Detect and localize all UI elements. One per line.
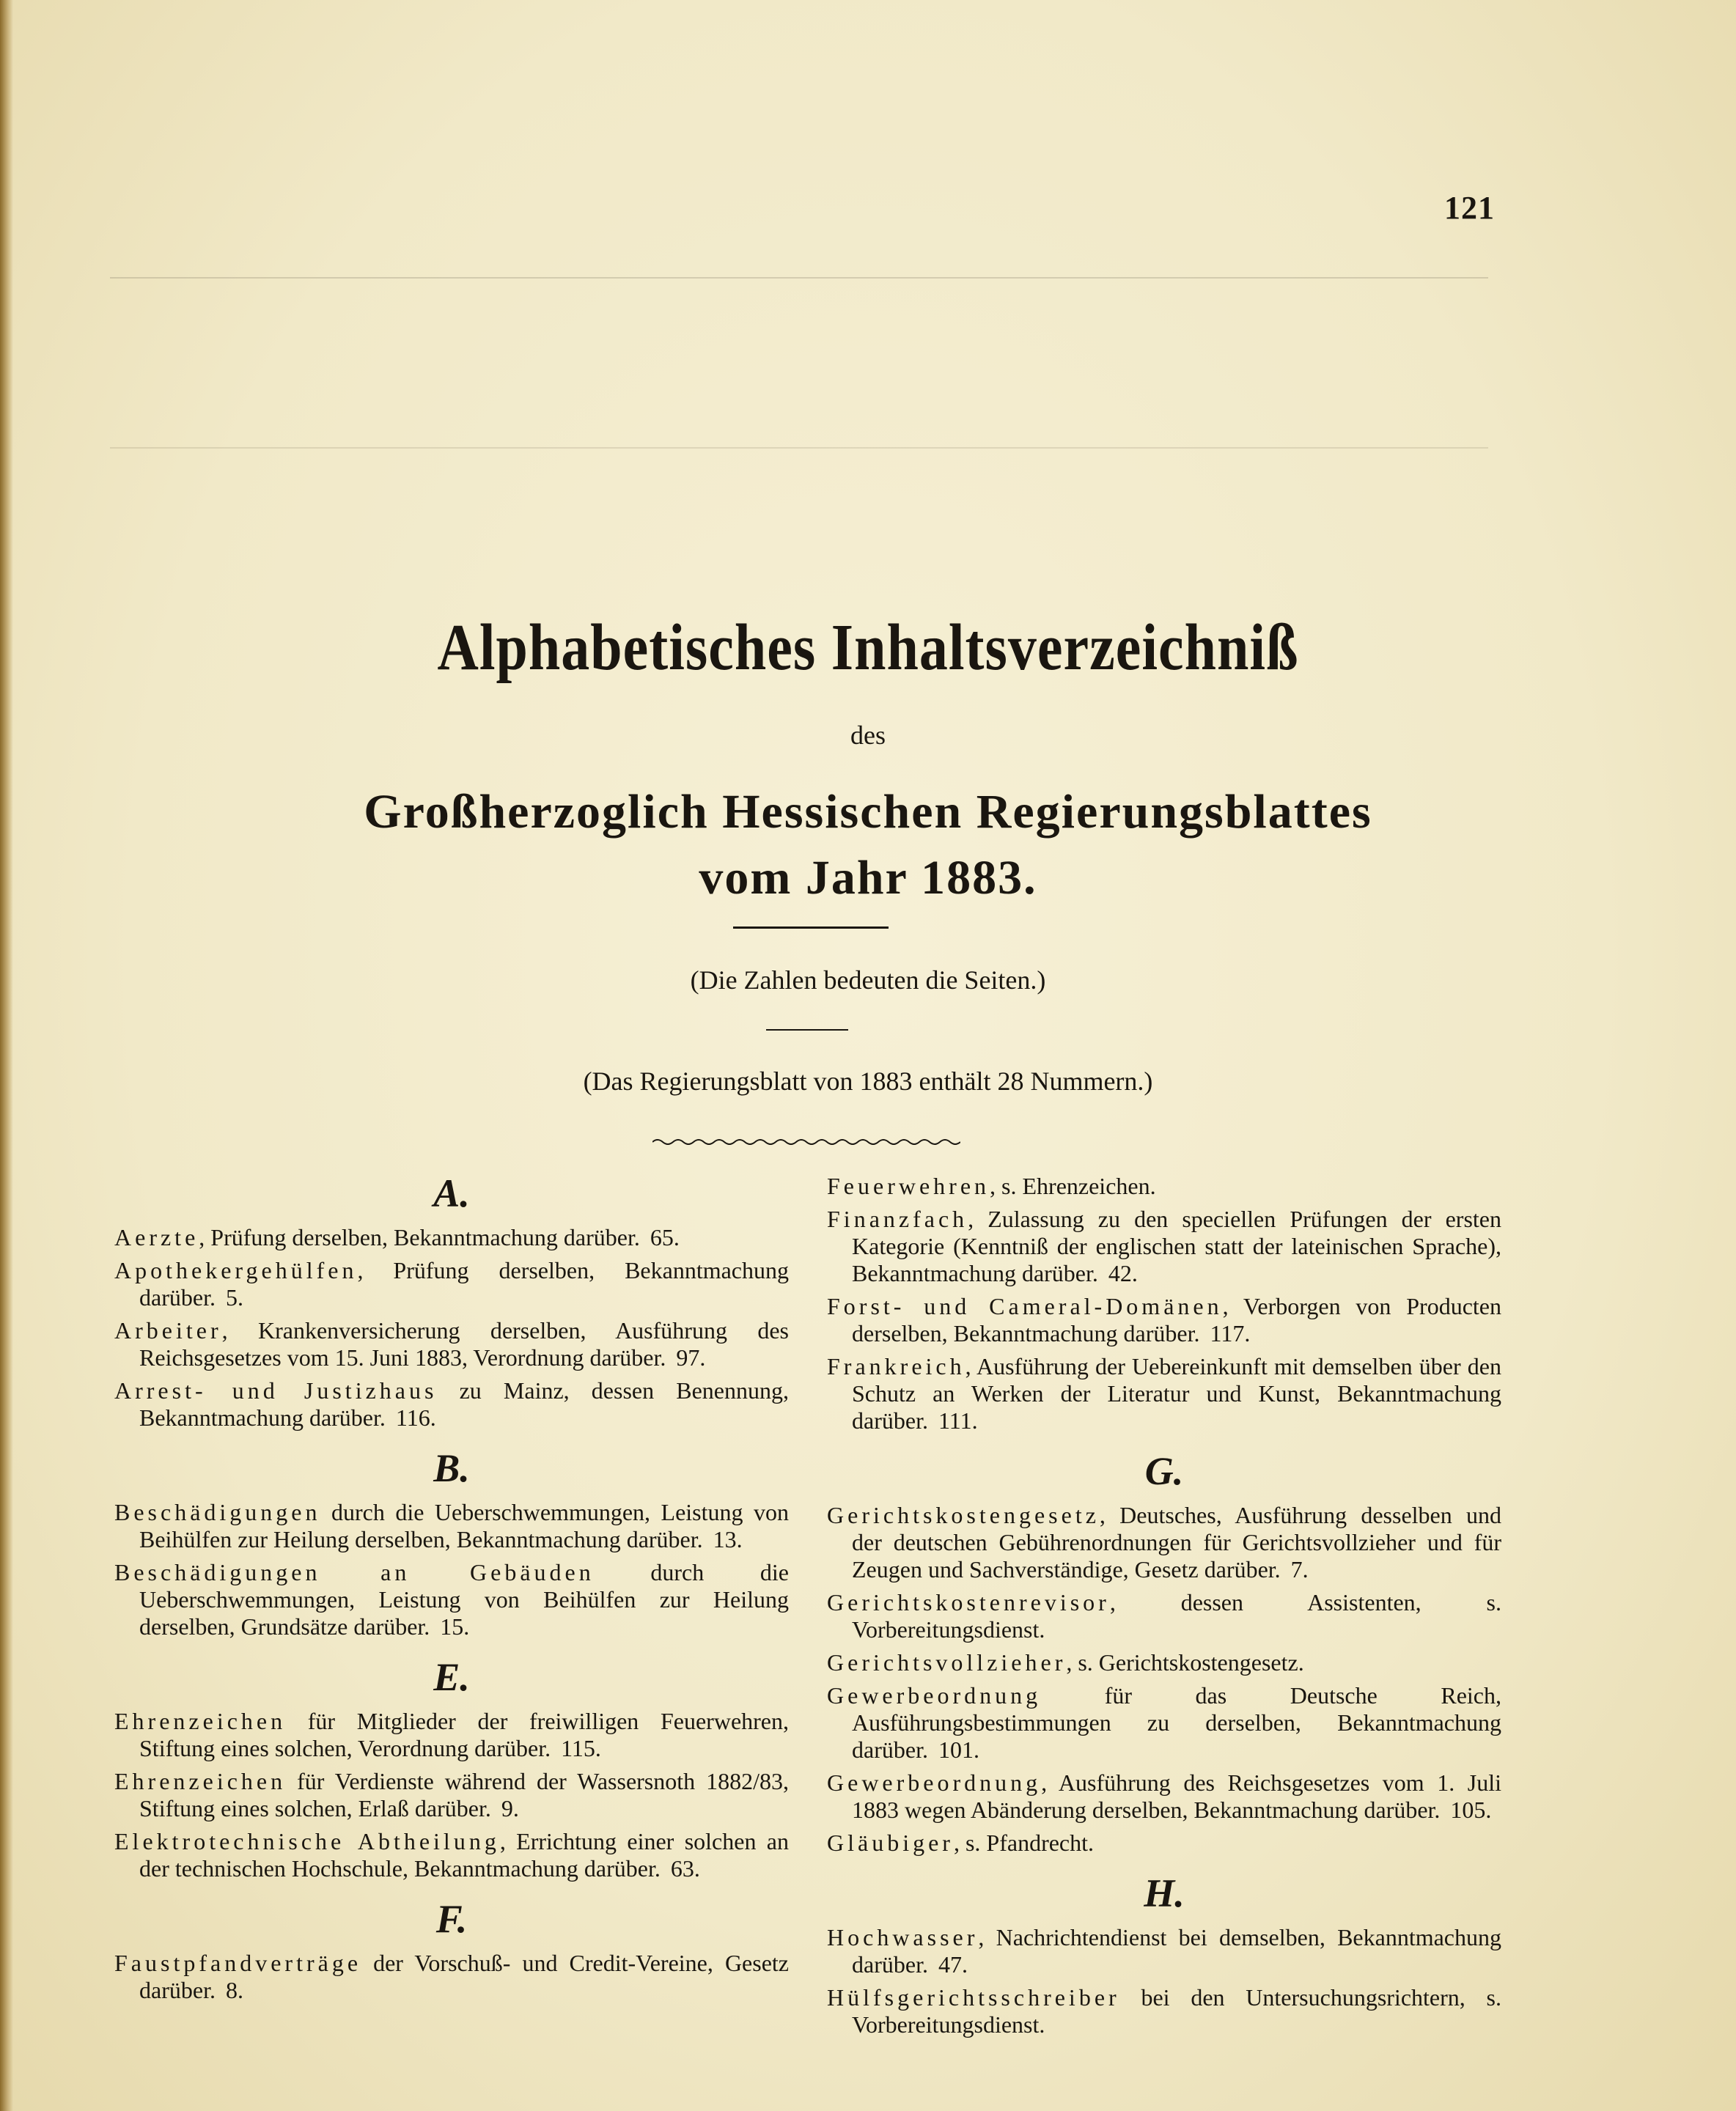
index-entry xyxy=(827,1353,1501,1434)
entry-text: für Mitglieder der freiwilligen Feuerwehren, Stiftung eines solchen, Verordnung darüber. xyxy=(139,1708,789,1761)
entry-text: zu Mainz, dessen Benennung, Bekanntmachung darüber. xyxy=(139,1377,790,1431)
entry-text: , Ausführung der Uebereinkunft mit demselben über den Schutz an Werken der Literatur und Kunst, Bekanntmachung darüber. xyxy=(852,1353,1501,1434)
section-letter-heading: F. xyxy=(435,1897,468,1941)
entry-text: durch die Ueberschwemmungen, Leistung von Beihülfen zur Heilung derselben, Grundsätze darüber. xyxy=(139,1559,789,1640)
entry-text: bei den Untersuchungsrichtern, s. Vorbereitungsdienst. xyxy=(852,1984,1501,2038)
divider xyxy=(733,926,889,929)
entry-page-number: 42. xyxy=(1108,1260,1138,1286)
entry-headword: Forst- und Cameral-Domänen xyxy=(827,1293,1223,1319)
entry-page-number: 7. xyxy=(1290,1556,1309,1583)
section-letter-heading: B. xyxy=(433,1446,470,1490)
ornamental-wavy-rule xyxy=(652,1135,960,1149)
page-edge xyxy=(0,0,13,2111)
entry-headword: Beschädigungen an Gebäuden xyxy=(114,1559,595,1585)
entry-text: für das Deutsche Reich, Ausführungsbestimmungen zu derselben, Bekanntmachung darüber. xyxy=(852,1682,1501,1763)
entry-page-number: 15. xyxy=(440,1613,470,1640)
entry-headword: Gewerbeordnung xyxy=(827,1769,1042,1796)
entry-headword: Faustpfandverträge xyxy=(114,1950,362,1976)
entry-page-number: 65. xyxy=(650,1224,680,1250)
index-entry xyxy=(827,1682,1501,1764)
index-column-right xyxy=(827,1173,1501,2044)
entry-text: , Ausführung des Reichsgesetzes vom 1. Juli 1883 wegen Abänderung derselben, Bekanntmachung darüber. xyxy=(852,1769,1501,1823)
entry-page-number: 116. xyxy=(395,1404,436,1431)
page-number: 121 xyxy=(1444,190,1495,226)
entry-text: , Errichtung einer solchen an der technischen Hochschule, Bekanntmachung darüber. xyxy=(139,1828,789,1882)
index-column-left xyxy=(114,1173,789,2010)
entry-headword: Hochwasser xyxy=(827,1924,979,1950)
divider xyxy=(766,1029,848,1031)
section-letter-heading: E. xyxy=(433,1655,470,1699)
entry-page-number: 47. xyxy=(938,1951,968,1978)
entry-headword: Elektrotechnische Abtheilung xyxy=(114,1828,500,1854)
index-entry xyxy=(114,1768,789,1822)
entry-headword: Hülfsgerichtsschreiber xyxy=(827,1984,1120,2011)
entry-headword: Arrest- und Justizhaus xyxy=(114,1377,438,1404)
entry-page-number: 5. xyxy=(225,1284,243,1311)
index-entry xyxy=(827,1293,1501,1347)
entry-text: , Deutsches, Ausführung desselben und der deutschen Gebührenordnungen für Gerichtsvollzieher und für Zeugen und Sachverständige, Gesetz darüber. xyxy=(852,1502,1501,1583)
entry-headword: Gerichtskostenrevisor xyxy=(827,1589,1110,1616)
entry-page-number: 8. xyxy=(225,1977,243,2003)
index-entry xyxy=(114,1499,789,1553)
entry-page-number: 97. xyxy=(676,1344,706,1371)
entry-text: , Zulassung zu den speciellen Prüfungen der ersten Kategorie (Kenntniß der englischen statt der lateinischen Sprache), Bekanntmachung darüber. xyxy=(852,1206,1501,1286)
index-entry xyxy=(827,1206,1501,1287)
bleed-through-rule xyxy=(110,277,1488,279)
section-letter-heading: G. xyxy=(1144,1449,1184,1493)
entry-page-number: 9. xyxy=(501,1795,519,1821)
index-entry xyxy=(827,1173,1501,1200)
entry-headword: Finanzfach xyxy=(827,1206,968,1232)
entry-headword: Ehrenzeichen xyxy=(114,1768,287,1794)
entry-page-number: 111. xyxy=(938,1407,978,1434)
entry-headword: Feuerwehren xyxy=(827,1173,990,1199)
page-title: Alphabetisches Inhaltsverzeichniß xyxy=(437,610,1299,684)
note-issues: (Das Regierungsblatt von 1883 enthält 28 Nummern.) xyxy=(583,1066,1153,1096)
entry-page-number: 105. xyxy=(1450,1797,1492,1823)
index-entry xyxy=(114,1224,789,1251)
bleed-through-rule xyxy=(110,447,1488,449)
entry-page-number: 63. xyxy=(670,1855,700,1882)
index-entry xyxy=(114,1317,789,1371)
entry-page-number: 115. xyxy=(561,1735,601,1761)
index-entry xyxy=(827,1502,1501,1583)
index-entry xyxy=(114,1950,789,2004)
index-entry xyxy=(827,1830,1501,1857)
index-entry xyxy=(827,1589,1501,1643)
entry-text: der Vorschuß- und Credit-Vereine, Gesetz darüber. xyxy=(139,1950,789,2003)
entry-headword: Gerichtsvollzieher xyxy=(827,1649,1067,1676)
index-entry xyxy=(827,1984,1501,2038)
entry-text: , s. Pfandrecht. xyxy=(953,1830,1095,1856)
entry-headword: Gewerbeordnung xyxy=(827,1682,1042,1709)
index-entry xyxy=(114,1828,789,1882)
entry-headword: Arbeiter xyxy=(114,1317,222,1344)
entry-text: , Prüfung derselben, Bekanntmachung darüber. xyxy=(139,1257,789,1311)
subtitle-line-2: vom Jahr 1883. xyxy=(699,851,1037,905)
entry-page-number: 117. xyxy=(1210,1320,1251,1346)
note-pages: (Die Zahlen bedeuten die Seiten.) xyxy=(690,965,1046,995)
entry-text: durch die Ueberschwemmungen, Leistung von Beihülfen zur Heilung derselben, Bekanntmachung darüber. xyxy=(139,1499,789,1552)
entry-text: , s. Gerichtskostengesetz. xyxy=(1066,1649,1304,1676)
index-entry xyxy=(827,1769,1501,1824)
subtitle-line-1: Großherzoglich Hessischen Regierungsblattes xyxy=(364,785,1372,839)
entry-headword: Beschädigungen xyxy=(114,1499,321,1525)
section-letter-heading: H. xyxy=(1144,1871,1185,1915)
entry-text: , Verborgen von Producten derselben, Bekanntmachung darüber. xyxy=(852,1293,1501,1346)
entry-headword: Frankreich xyxy=(827,1353,966,1379)
index-entry xyxy=(114,1257,789,1311)
entry-headword: Apothekergehülfen xyxy=(114,1257,358,1283)
entry-text: , s. Ehrenzeichen. xyxy=(990,1173,1156,1199)
index-entry xyxy=(827,1649,1501,1676)
entry-text: , dessen Assistenten, s. Vorbereitungsdienst. xyxy=(852,1589,1501,1643)
entry-text: , Prüfung derselben, Bekanntmachung darüber. xyxy=(199,1224,640,1250)
entry-text: , Krankenversicherung derselben, Ausführung des Reichsgesetzes vom 15. Juni 1883, Verordnung darüber. xyxy=(139,1317,789,1371)
title-connector: des xyxy=(850,721,886,750)
entry-headword: Gläubiger xyxy=(827,1830,954,1856)
entry-page-number: 101. xyxy=(938,1736,979,1763)
index-entry xyxy=(114,1708,789,1762)
entry-text: für Verdienste während der Wassersnoth 1882/83, Stiftung eines solchen, Erlaß darüber. xyxy=(139,1768,789,1821)
index-entry xyxy=(114,1377,789,1432)
index-entry xyxy=(827,1924,1501,1978)
index-entry xyxy=(114,1559,789,1640)
entry-headword: Aerzte xyxy=(114,1224,199,1250)
entry-headword: Gerichtskostengesetz xyxy=(827,1502,1100,1528)
entry-text: , Nachrichtendienst bei demselben, Bekanntmachung darüber. xyxy=(852,1924,1501,1978)
entry-headword: Ehrenzeichen xyxy=(114,1708,287,1734)
entry-page-number: 13. xyxy=(713,1526,743,1552)
section-letter-heading: A. xyxy=(433,1171,470,1215)
